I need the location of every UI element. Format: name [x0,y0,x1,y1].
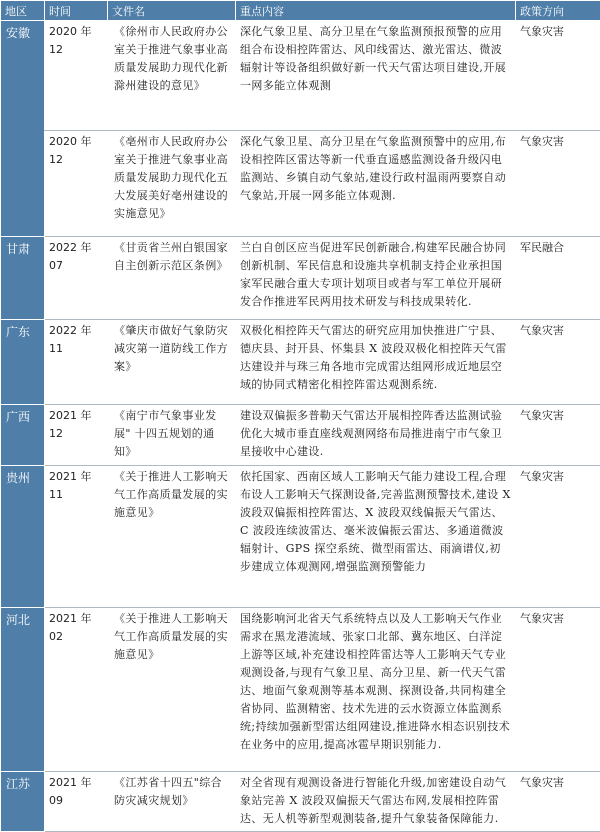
header-row [1,1,600,21]
table-row [1,320,600,405]
file-name-cell: 《甘贡省兰州白银国家自主创新示范区条例》 [108,237,236,320]
content-cell: 对全省现有观测设备进行智能化升级,加密建设自动气象站完善 X 波段双偏振天气雷达布网,发展相控阵雷达、无人机等新型观测装备,提升气象装备保障能力. [236,772,516,832]
time-cell: 2020 年 12 [45,21,108,131]
file-name-cell: 《关于推进人工影响天气工作高质量发展的实施意见》 [108,608,236,772]
table-row [1,608,600,772]
header-direction: 政策方向 [516,1,600,21]
direction-cell: 气象灾害 [516,21,600,131]
header-content: 重点内容 [236,1,516,21]
content-cell: 双极化相控阵天气雷达的研究应用加快推进广宁县、德庆县、封开县、怀集县 X 波段双极化相控阵天气雷达建设并与珠三角各地市完成雷达组网形成近地层空域的协同式精密化相控阵雷达观测系统. [236,320,516,405]
table-row [1,405,600,466]
time-cell: 2020 年 12 [45,131,108,237]
content-cell: 建设双偏振多普勒天气雷达开展相控阵香达监测试验优化大城市垂直座线观测网络布局推进南宁市气象卫星接收中心建设. [236,405,516,466]
time-cell: 2021 年 09 [45,772,108,832]
direction-cell: 军民融合 [516,237,600,320]
region-cell: 广西 [1,405,45,466]
file-name-cell: 《关于推进人工影响天气工作高质量发展的实施意见》 [108,466,236,608]
content-cell: 深化气象卫星、高分卫星在气象监测预警中的应用,布设相控阵区雷达等新一代垂直遥感监测设备升级闪电监测站、乡镇自动气象站,建设行政村温雨两要察自动气象站,开展一网多能立体观测. [236,131,516,237]
table-row [1,237,600,320]
file-name-cell: 《亳州市人民政府办公室关于推进气象事业高质量发展助力现代化五大发展美好亳州建设的实施意见》 [108,131,236,237]
table-row [1,466,600,608]
time-cell: 2021 年 02 [45,608,108,772]
file-name-cell: 《肇庆市做好气象防灾减灾第一道防线工作方案》 [108,320,236,405]
direction-cell: 气象灾害 [516,405,600,466]
direction-cell: 气象灾害 [516,608,600,772]
region-cell: 江苏 [1,772,45,832]
file-name-cell: 《南宁市气象事业发展" 十四五规划的通知》 [108,405,236,466]
region-cell: 贵州 [1,466,45,608]
content-cell: 国绕影响河北省天气系统特点以及人工影响天气作业需求在黑龙港流域、张家口北部、冀东地区、白洋淀上游等区域,补充建设相控阵雷达等人工影响天气专业观测设备,与现有气象卫星、高分卫星、新一代天气雷达、地面气象观测等基本观测、探测设备,共同构建全省协同、监测精密、技术先进的云水资源立体监测系统;持续加强新型雷达组网建设,推进降水相态识别技术在业务中的应用,提高冰雹早期识别能力. [236,608,516,772]
content-cell: 依托国家、西南区域人工影响天气能力建设工程,合理布设人工影响天气探测设备,完善监测预警技术,建设 X 波段双偏振相控阵雷达、X 波段双线偏振天气雷达、C 波段连续波雷达、毫米波偏振云雷达、多通道微波辐射计、GPS 探空系统、微型雨雷达、雨滴谱仪,初步建成立体观测网,增强监测预警能力 [236,466,516,608]
header-file: 文件名 [108,1,236,21]
time-cell: 2021 年 12 [45,405,108,466]
content-cell: 深化气象卫星、高分卫星在气象监测预报预警的应用组合布设相控阵雷达、风印线雷达、激光雷达、微波辐射计等设备组织做好新一代天气雷达项目建设,开展一网多能立体观测 [236,21,516,131]
direction-cell: 气象灾害 [516,772,600,832]
time-cell: 2021 年 11 [45,466,108,608]
direction-cell: 气象灾害 [516,466,600,608]
time-cell: 2022 年 11 [45,320,108,405]
file-name-cell: 《江苏省十四五"综合防灾减灾规划》 [108,772,236,832]
header-time: 时间 [45,1,108,21]
header-region: 地区 [1,1,45,21]
file-name-cell: 《徐州市人民政府办公室关于推进气象事业高质量发展助力现代化新滁州建设的意见》 [108,21,236,131]
table-row [1,131,600,237]
table-row [1,21,600,131]
content-cell: 兰白自创区应当促进军民创新融合,构建军民融合协同创新机制、军民信息和设施共享机制支持企业承担国家军民融合重大专项计划项目或者与军工单位开展研发合作推进军民两用技术研发与科技成果转化. [236,237,516,320]
region-cell: 甘肃 [1,237,45,320]
table-row [1,772,600,832]
direction-cell: 气象灾害 [516,131,600,237]
region-cell: 河北 [1,608,45,772]
time-cell: 2022 年 07 [45,237,108,320]
region-cell: 广东 [1,320,45,405]
direction-cell: 气象灾害 [516,320,600,405]
region-cell: 安徽 [1,21,45,237]
